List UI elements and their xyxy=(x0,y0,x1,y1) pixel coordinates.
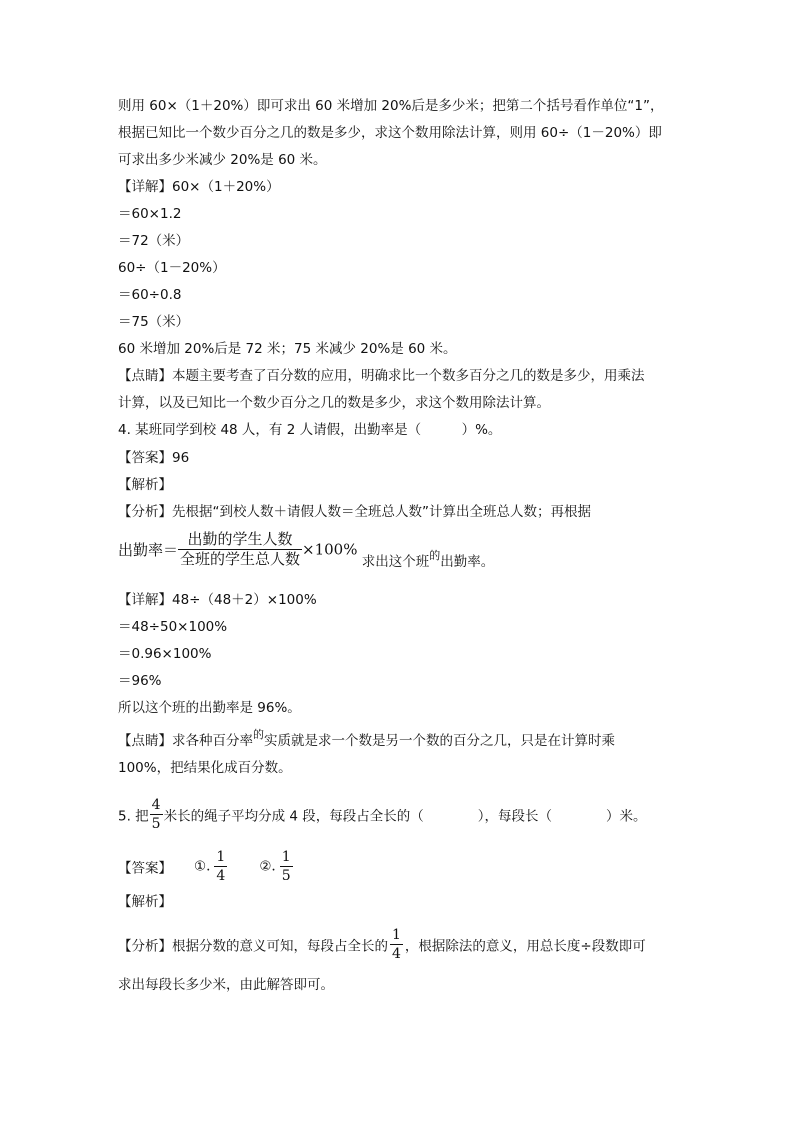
text-line: 则用 60×（1＋20%）即可求出 60 米增加 20%后是多少米；把第二个括号看作单位“1”， xyxy=(118,98,664,114)
analysis-text: ，根据除法的意义，用总长度÷段数即可 xyxy=(404,938,646,955)
calc-step: ＝72（米） xyxy=(118,233,190,249)
note-line: 100%，把结果化成百分数。 xyxy=(118,760,292,776)
text-line: 60 米增加 20%后是 72 米；75 米减少 20%是 60 米。 xyxy=(118,341,457,357)
note-text: 的 xyxy=(253,728,264,741)
detail-heading: 【详解】48÷（48＋2）×100% xyxy=(118,592,317,608)
detail-heading: 【详解】60×（1＋20%） xyxy=(118,179,280,195)
answer-frac-num: 1 xyxy=(281,849,291,865)
answer-fraction xyxy=(280,848,293,885)
answer-marker: ①. xyxy=(194,858,211,875)
calc-step: ＝0.96×100% xyxy=(118,646,212,662)
formula-tail: 求出这个班 xyxy=(361,553,430,570)
answer-label: 【答案】 xyxy=(118,860,172,877)
answer-5 xyxy=(118,848,293,885)
analysis-text: 【分析】根据分数的意义可知，每段占全长的 xyxy=(118,938,388,955)
formula-times: ×100% xyxy=(302,540,358,559)
q5-fraction xyxy=(150,796,163,833)
answer-label: 【答案】96 xyxy=(118,450,190,466)
formula-denominator: 全班的学生总人数 xyxy=(180,550,301,568)
formula-lhs: 出勤率＝ xyxy=(118,541,179,559)
answer-marker: ②. xyxy=(259,858,276,875)
analysis-heading: 【解析】 xyxy=(118,477,172,493)
note-text: 【点睛】求各种百分率 xyxy=(118,733,253,749)
analysis-heading: 【解析】 xyxy=(118,894,172,910)
formula-fraction xyxy=(178,530,302,569)
answer-frac-den: 4 xyxy=(216,868,226,884)
note-line: 计算，以及已知比一个数少百分之几的数是多少，求这个数用除法计算。 xyxy=(118,395,550,411)
analysis-frac-den: 4 xyxy=(392,946,401,962)
answer-frac-den: 5 xyxy=(281,868,291,884)
calc-step: ＝60÷0.8 xyxy=(118,287,182,303)
q5-text: 米长的绳子平均分成 4 段，每段占全长的（ ），每段长（ ）米。 xyxy=(163,808,647,825)
formula-tail: 出勤率。 xyxy=(440,553,495,570)
calc-step: 60÷（1－20%） xyxy=(118,260,226,276)
formula-numerator: 出勤的学生人数 xyxy=(187,530,293,548)
calc-step: ＝75（米） xyxy=(118,314,190,330)
analysis-line xyxy=(118,926,646,963)
q5-frac-den: 5 xyxy=(151,816,161,832)
formula-tail: 的 xyxy=(429,548,441,562)
analysis-line: 【分析】先根据“到校人数＋请假人数＝全班总人数”计算出全班总人数；再根据 xyxy=(118,504,591,520)
question-5 xyxy=(118,796,647,833)
formula-line xyxy=(118,530,494,569)
text-line: 所以这个班的出勤率是 96%。 xyxy=(118,700,301,716)
calc-step: ＝60×1.2 xyxy=(118,206,182,222)
q5-frac-num: 4 xyxy=(151,797,161,813)
text-line: 根据已知比一个数少百分之几的数是多少，求这个数用除法计算，则用 60÷（1－20%）即 xyxy=(118,125,662,141)
q5-prefix: 5. 把 xyxy=(118,808,149,825)
calc-step: ＝96% xyxy=(118,673,162,689)
analysis-fraction xyxy=(390,926,403,963)
note-line xyxy=(118,728,615,752)
calc-step: ＝48÷50×100% xyxy=(118,619,228,635)
note-text: 实质就是求一个数是另一个数的百分之几，只是在计算时乘 xyxy=(264,733,615,749)
answer-frac-num: 1 xyxy=(216,849,226,865)
text-line: 可求出多少米减少 20%是 60 米。 xyxy=(118,152,327,168)
question-4: 4. 某班同学到校 48 人，有 2 人请假，出勤率是（ ）%。 xyxy=(118,422,502,438)
note-line: 【点睛】本题主要考查了百分数的应用，明确求比一个数多百分之几的数是多少，用乘法 xyxy=(118,368,645,384)
answer-fraction xyxy=(214,848,227,885)
analysis-frac-num: 1 xyxy=(392,927,401,943)
analysis-line: 求出每段长多少米，由此解答即可。 xyxy=(118,977,334,993)
